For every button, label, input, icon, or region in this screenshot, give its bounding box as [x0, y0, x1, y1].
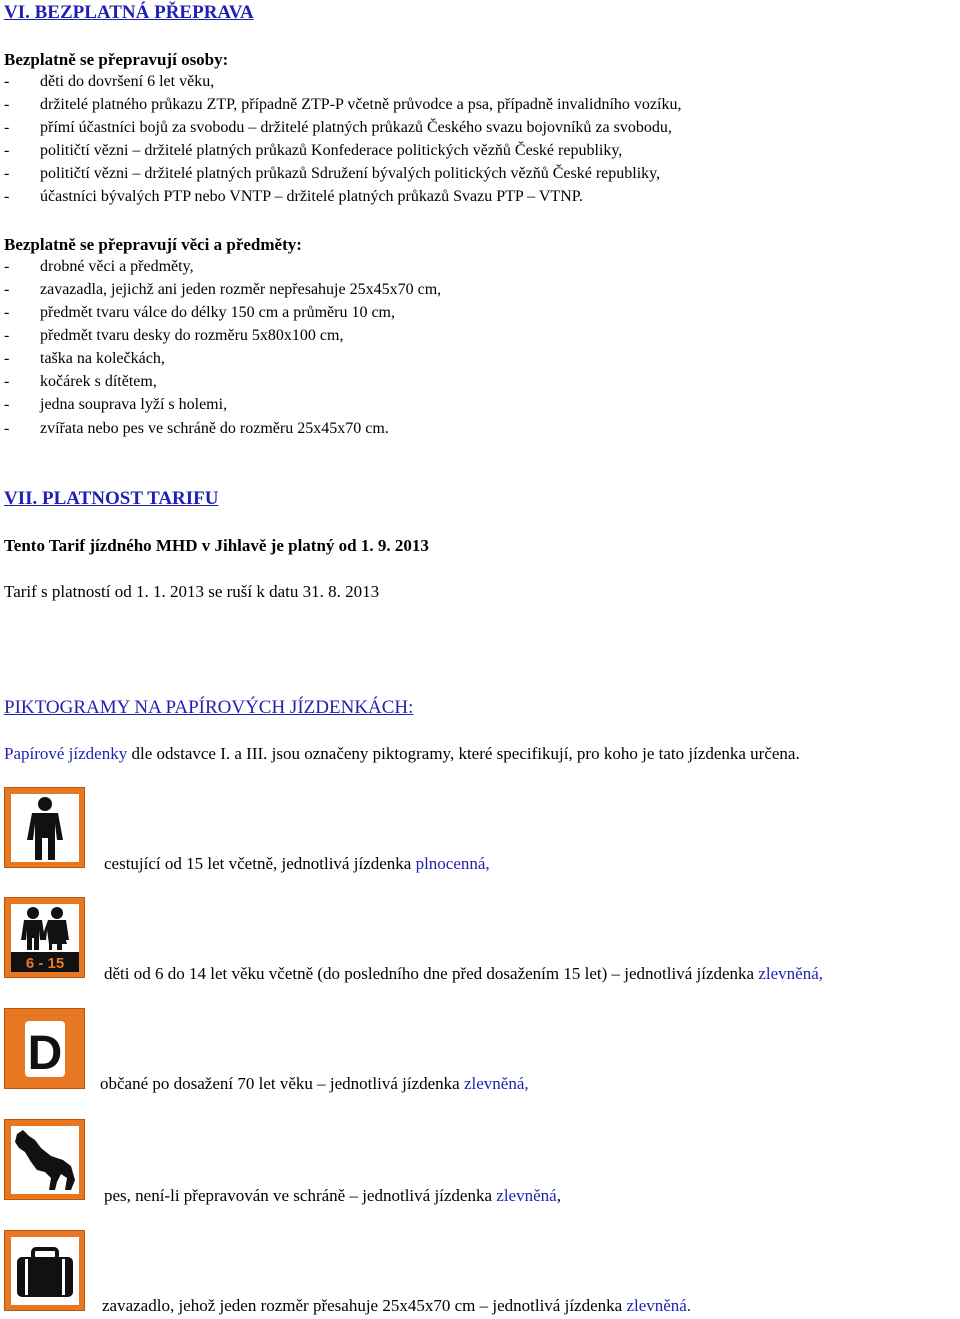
- picto-desc-luggage: zavazadlo, jehož jeden rozměr přesahuje 25x45x70 cm – jednotlivá jízdenka zlevněná.: [102, 1296, 692, 1315]
- suitcase-icon: [4, 1230, 85, 1311]
- list-item: - předmět tvaru válce do délky 150 cm a průměru 10 cm,: [4, 304, 395, 321]
- list-item: - kočárek s dítětem,: [4, 373, 157, 390]
- list-item: - drobné věci a předměty,: [4, 258, 194, 275]
- section-heading-pictograms[interactable]: PIKTOGRAMY NA PAPÍROVÝCH JÍZDENKÁCH:: [4, 697, 414, 718]
- items-title: Bezplatně se přepravují věci a předměty:: [4, 235, 302, 254]
- pictograms-intro: Papírové jízdenky dle odstavce I. a III. jsou označeny piktogramy, které specifikují, pro koho je tato jízdenka určena.: [4, 744, 800, 763]
- list-item: - zavazadla, jejichž ani jeden rozměr nepřesahuje 25x45x70 cm,: [4, 281, 442, 298]
- picto-desc-senior: občané po dosažení 70 let věku – jednotlivá jízdenka zlevněná,: [100, 1074, 529, 1093]
- list-item: - děti do dovršení 6 let věku,: [4, 73, 215, 90]
- letter-d-icon: [4, 1008, 85, 1089]
- list-item: - taška na kolečkách,: [4, 350, 165, 367]
- children-6-15-icon: [4, 897, 85, 978]
- list-item: - předmět tvaru desky do rozměru 5x80x100 cm,: [4, 327, 344, 344]
- picto-desc-dog: pes, není-li přepravován ve schráně – jednotlivá jízdenka zlevněná,: [104, 1186, 561, 1205]
- dog-icon: [4, 1119, 85, 1200]
- list-item: - političtí vězni – držitelé platných průkazů Sdružení bývalých politických vězňů České republiky,: [4, 165, 661, 182]
- tariff-cancel-line: Tarif s platností od 1. 1. 2013 se ruší k datu 31. 8. 2013: [4, 582, 380, 601]
- list-item: - přímí účastníci bojů za svobodu – držitelé platných průkazů Českého svazu bojovníků za svobodu,: [4, 119, 672, 136]
- paper-tickets-link[interactable]: Papírové jízdenky: [4, 744, 128, 763]
- tariff-valid-line: Tento Tarif jízdného MHD v Jihlavě je platný od 1. 9. 2013: [4, 536, 429, 555]
- list-item: - držitelé platného průkazu ZTP, případně ZTP-P včetně průvodce a psa, případně invalidního vozíku,: [4, 96, 682, 113]
- list-item: - jedna souprava lyží s holemi,: [4, 396, 228, 413]
- section-heading-free-transport[interactable]: VI. BEZPLATNÁ PŘEPRAVA: [4, 2, 254, 23]
- svg-text:D: D: [27, 1027, 63, 1080]
- list-item: - političtí vězni – držitelé platných průkazů Konfederace politických vězňů České republiky,: [4, 142, 623, 159]
- svg-text:6 - 15: 6 - 15: [25, 955, 65, 972]
- persons-title: Bezplatně se přepravují osoby:: [4, 50, 229, 69]
- picto-desc-children: děti od 6 do 14 let věku včetně (do posledního dne před dosažením 15 let) – jednotlivá jízdenka zlevněná,: [104, 964, 823, 983]
- list-item: - účastníci bývalých PTP nebo VNTP – držitelé platných průkazů Svazu PTP – VTNP.: [4, 188, 583, 205]
- list-item: - zvířata nebo pes ve schráně do rozměru 25x45x70 cm.: [4, 420, 389, 437]
- adult-person-icon: [4, 787, 85, 868]
- section-heading-tariff-validity[interactable]: VII. PLATNOST TARIFU: [4, 488, 219, 509]
- picto-desc-adult: cestující od 15 let včetně, jednotlivá jízdenka plnocenná,: [104, 854, 490, 873]
